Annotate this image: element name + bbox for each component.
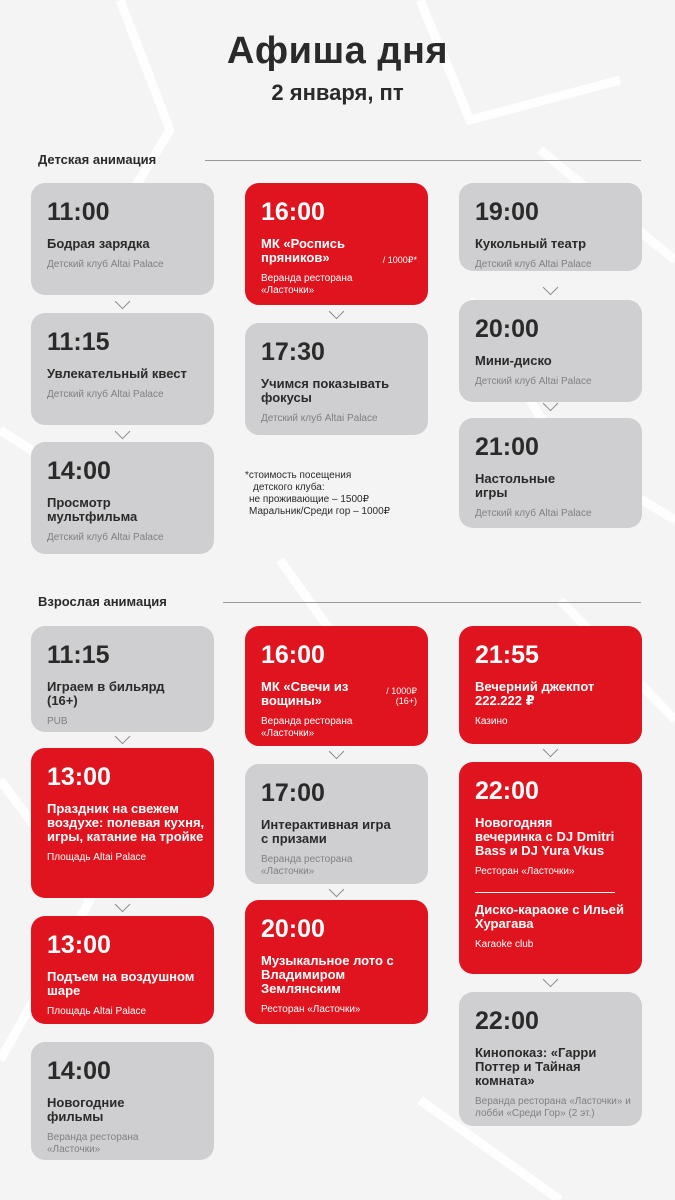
event-time: 22:00 (475, 777, 539, 805)
event-location: Детский клуб Altai Palace (47, 532, 164, 543)
event-card[interactable] (31, 916, 214, 1024)
event-divider (475, 892, 615, 893)
event-card[interactable] (459, 418, 642, 528)
event-location: Казино (475, 716, 508, 727)
event-time: 16:00 (261, 198, 325, 226)
event-card[interactable] (245, 183, 428, 305)
event-time: 17:00 (261, 779, 325, 807)
note-line: не проживающие – 1500₽ (249, 494, 369, 505)
event-card[interactable] (459, 183, 642, 271)
chevron-down-icon (543, 280, 559, 296)
event-title: Учимся показывать фокусы (261, 376, 390, 405)
event-time: 13:00 (47, 931, 111, 959)
event-location: Ресторан «Ласточки» (475, 866, 575, 877)
event-card[interactable] (31, 313, 214, 425)
event-location: Веранда ресторана «Ласточки» (261, 716, 353, 739)
event-title: Настольные игры (475, 471, 556, 500)
kids-club-price-note (245, 470, 390, 518)
event-title: Увлекательный квест (47, 366, 187, 381)
chevron-down-icon (329, 744, 345, 760)
kids-section-divider (205, 160, 641, 161)
chevron-down-icon (329, 304, 345, 320)
event-location: Детский клуб Altai Palace (47, 259, 164, 270)
event-time: 19:00 (475, 198, 539, 226)
event-card[interactable] (31, 442, 214, 554)
event-title: МК «Роспись пряников» (261, 236, 346, 265)
page-date: 2 января, пт (271, 80, 404, 105)
event-location: Веранда ресторана «Ласточки» и лобби «Среди Гор» (2 эт.) (475, 1096, 631, 1119)
event-card[interactable] (245, 900, 428, 1024)
chevron-down-icon (115, 897, 131, 913)
event-card[interactable] (459, 626, 642, 744)
event-time: 16:00 (261, 641, 325, 669)
event-title: Музыкальное лото с Владимиром Землянским (261, 953, 394, 996)
event-title: Бодрая зарядка (47, 236, 150, 251)
event-title: Новогодние фильмы (47, 1095, 125, 1124)
event-card[interactable] (245, 626, 428, 746)
event-time: 22:00 (475, 1007, 539, 1035)
event-title: Кукольный театр (475, 236, 587, 251)
event-title: Праздник на свежем воздухе: полевая кухня, игры, катание на тройке (47, 801, 205, 844)
event-time: 13:00 (47, 763, 111, 791)
event-location: Детский клуб Altai Palace (475, 259, 592, 270)
page-title: Афиша дня (226, 30, 449, 72)
event-time: 21:55 (475, 641, 539, 669)
event-location: Площадь Altai Palace (47, 1006, 147, 1017)
event-card[interactable] (245, 764, 428, 884)
chevron-down-icon (329, 882, 345, 898)
event-time: 14:00 (47, 457, 111, 485)
event-location: Детский клуб Altai Palace (261, 413, 378, 424)
event-title: Подъем на воздушном шаре (47, 969, 195, 998)
event-title: Новогодняя вечеринка с DJ Dmitri Bass и DJ Yura Vkus (475, 815, 615, 858)
note-line: детского клуба: (253, 482, 325, 493)
event-location: PUB (47, 716, 68, 727)
event-price: / 1000₽ (16+) (386, 686, 417, 706)
chevron-down-icon (115, 424, 131, 440)
note-line: Маральник/Среди гор – 1000₽ (249, 506, 391, 517)
event-title: Вечерний джекпот 222.222 ₽ (475, 679, 595, 708)
event-location: Веранда ресторана «Ласточки» (261, 854, 353, 877)
event-card[interactable] (459, 300, 642, 402)
event-title-secondary: Диско-караоке с Ильей Хурагава (475, 902, 624, 931)
event-card[interactable] (31, 1042, 214, 1160)
event-location: Детский клуб Altai Palace (475, 508, 592, 519)
event-card[interactable] (459, 762, 642, 974)
event-location: Площадь Altai Palace (47, 852, 147, 863)
event-time: 20:00 (261, 915, 325, 943)
event-time: 14:00 (47, 1057, 111, 1085)
event-title: Кинопоказ: «Гарри Поттер и Тайная комната» (475, 1045, 597, 1088)
event-time: 20:00 (475, 315, 539, 343)
event-card[interactable] (459, 992, 642, 1126)
chevron-down-icon (115, 294, 131, 310)
adults-section-divider (223, 602, 641, 603)
event-price: / 1000₽* (382, 255, 417, 265)
adults-section-title: Взрослая анимация (38, 594, 167, 609)
event-location-secondary: Karaoke club (475, 939, 534, 950)
event-card[interactable] (245, 323, 428, 435)
event-location: Веранда ресторана «Ласточки» (47, 1132, 139, 1155)
chevron-down-icon (543, 972, 559, 988)
event-title: Просмотр мультфильма (47, 495, 138, 524)
event-card[interactable] (31, 748, 214, 898)
event-time: 11:00 (47, 198, 110, 226)
event-time: 17:30 (261, 338, 325, 366)
event-card[interactable] (31, 626, 214, 732)
chevron-down-icon (543, 742, 559, 758)
event-title: Играем в бильярд (16+) (47, 679, 165, 708)
note-line: *стоимость посещения (245, 470, 352, 481)
event-time: 11:15 (47, 641, 110, 669)
event-time: 11:15 (47, 328, 110, 356)
event-location: Детский клуб Altai Palace (47, 389, 164, 400)
kids-section-title: Детская анимация (38, 152, 157, 167)
event-title: Интерактивная игра с призами (261, 817, 391, 846)
event-time: 21:00 (475, 433, 539, 461)
event-title: Мини-диско (475, 353, 552, 368)
event-location: Детский клуб Altai Palace (475, 376, 592, 387)
event-location: Веранда ресторана «Ласточки» (261, 273, 353, 296)
event-location: Ресторан «Ласточки» (261, 1004, 361, 1015)
event-card[interactable] (31, 183, 214, 295)
event-title: МК «Свечи из вощины» (261, 679, 349, 708)
